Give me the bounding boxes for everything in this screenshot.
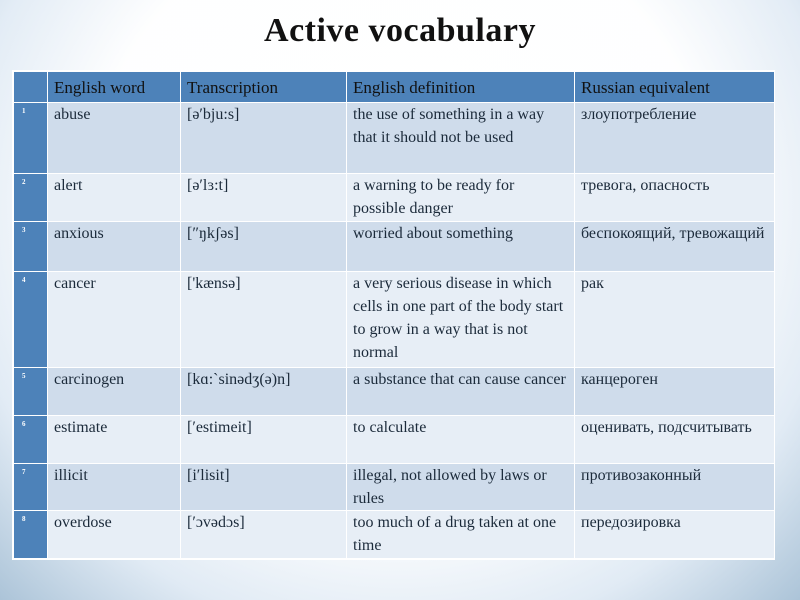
cell-transcription: [′ɔvədɔs] (181, 511, 347, 559)
cell-definition: the use of something in a way that it should not be used (347, 103, 575, 174)
cell-word: abuse (48, 103, 181, 174)
table-row (14, 222, 775, 272)
table-row (14, 511, 775, 559)
cell-definition: illegal, not allowed by laws or rules (347, 464, 575, 511)
cell-transcription: [ə′lɜ:t] (181, 174, 347, 222)
cell-definition: a substance that can cause cancer (347, 368, 575, 416)
row-number: 6 (14, 416, 48, 464)
table-row (14, 272, 775, 368)
row-number: 5 (14, 368, 48, 416)
cell-transcription: [″ŋkʃəs] (181, 222, 347, 272)
cell-russian: злоупотребление (575, 103, 775, 174)
cell-definition: to calculate (347, 416, 575, 464)
row-number: 4 (14, 272, 48, 368)
table-row (14, 103, 775, 174)
cell-word: overdose (48, 511, 181, 559)
cell-transcription: [kɑ:`sinədʒ(ə)n] (181, 368, 347, 416)
table-row (14, 174, 775, 222)
row-number: 3 (14, 222, 48, 272)
cell-transcription: [ə′bju:s] (181, 103, 347, 174)
cell-transcription: [′estimeit] (181, 416, 347, 464)
cell-definition: too much of a drug taken at one time (347, 511, 575, 559)
table-row (14, 416, 775, 464)
cell-definition: worried about something (347, 222, 575, 272)
cell-definition: a very serious disease in which cells in one part of the body start to grow in a way that is not normal (347, 272, 575, 368)
cell-word: alert (48, 174, 181, 222)
cell-russian: беспокоящий, тревожащий (575, 222, 775, 272)
cell-word: estimate (48, 416, 181, 464)
row-number: 1 (14, 103, 48, 174)
cell-word: cancer (48, 272, 181, 368)
cell-definition: a warning to be ready for possible danger (347, 174, 575, 222)
cell-word: illicit (48, 464, 181, 511)
header-number (14, 72, 48, 103)
row-number: 8 (14, 511, 48, 559)
cell-transcription: ['kænsə] (181, 272, 347, 368)
vocabulary-table-container (13, 71, 774, 559)
cell-russian: тревога, опасность (575, 174, 775, 222)
table-row (14, 368, 775, 416)
cell-transcription: [i′lisit] (181, 464, 347, 511)
cell-russian: оценивать, подсчитывать (575, 416, 775, 464)
cell-russian: противозаконный (575, 464, 775, 511)
vocabulary-table (13, 71, 775, 559)
header-transcription: Transcription (181, 72, 347, 103)
table-header-row (14, 72, 775, 103)
row-number: 2 (14, 174, 48, 222)
slide-title: Active vocabulary (264, 12, 536, 49)
cell-russian: канцероген (575, 368, 775, 416)
header-russian-equivalent: Russian equivalent (575, 72, 775, 103)
cell-word: anxious (48, 222, 181, 272)
cell-russian: передозировка (575, 511, 775, 559)
header-english-word: English word (48, 72, 181, 103)
row-number: 7 (14, 464, 48, 511)
cell-russian: рак (575, 272, 775, 368)
cell-word: carcinogen (48, 368, 181, 416)
header-english-definition: English definition (347, 72, 575, 103)
table-row (14, 464, 775, 511)
